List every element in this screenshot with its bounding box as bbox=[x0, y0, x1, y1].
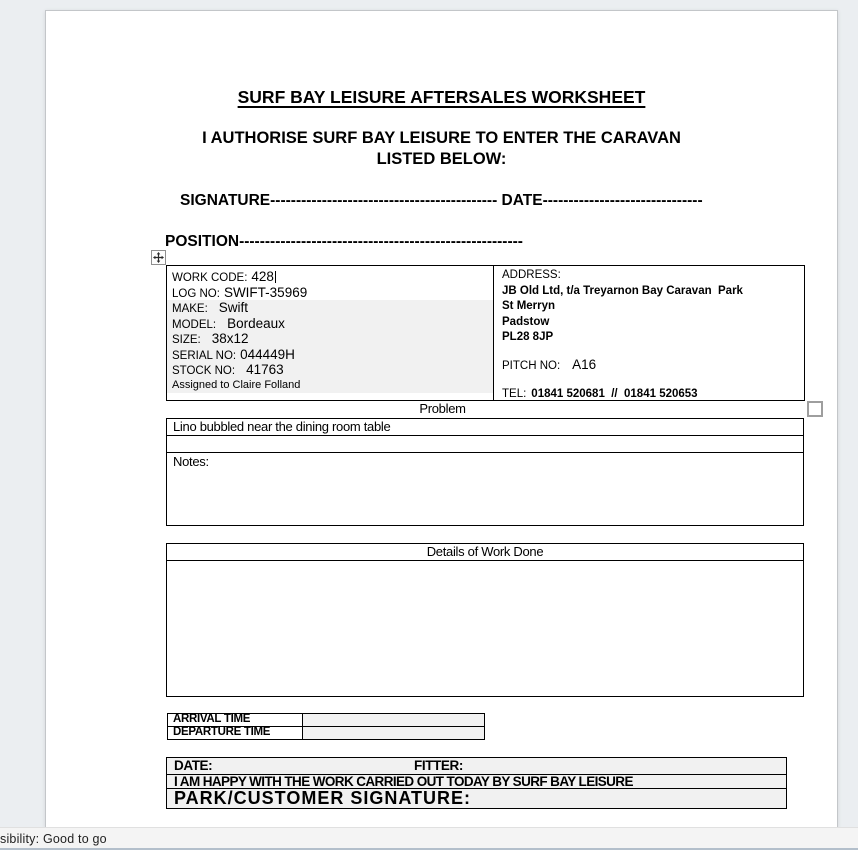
tel-row: TEL: 01841 520681 // 01841 520653 bbox=[502, 387, 698, 400]
address-cell[interactable] bbox=[495, 266, 804, 400]
sign-off-table bbox=[166, 757, 787, 809]
problem-table bbox=[166, 418, 804, 526]
pitch-no-row: PITCH NO: A16 bbox=[502, 356, 597, 372]
address-line: JB Old Ltd, t/a Treyarnon Bay Caravan Park bbox=[502, 284, 743, 297]
fitter-label: FITTER: bbox=[414, 758, 463, 773]
arrival-time-label: ARRIVAL TIME bbox=[168, 714, 303, 726]
document-title: SURF BAY LEISURE AFTERSALES WORKSHEET bbox=[237, 87, 646, 107]
happy-statement-row: I AM HAPPY WITH THE WORK CARRIED OUT TODAY BY SURF BAY LEISURE bbox=[167, 775, 786, 789]
problem-section-header: Problem bbox=[419, 401, 466, 416]
notes-area[interactable] bbox=[167, 453, 803, 524]
date-label: DATE: bbox=[174, 758, 213, 773]
work-code-row[interactable]: WORK CODE: 428 bbox=[172, 269, 274, 284]
date-fitter-row[interactable] bbox=[167, 758, 786, 775]
table-resize-handle-icon[interactable] bbox=[807, 401, 823, 417]
text-cursor bbox=[275, 271, 276, 283]
address-line: St Merryn bbox=[502, 300, 556, 312]
caravan-info-table bbox=[166, 265, 805, 401]
departure-time-label: DEPARTURE TIME bbox=[168, 727, 303, 740]
accessibility-status[interactable]: sibility: Good to go bbox=[0, 832, 107, 846]
address-line: Padstow bbox=[502, 315, 550, 328]
stock-no-row[interactable]: STOCK NO: 41763 bbox=[167, 362, 493, 378]
address-label: ADDRESS: bbox=[502, 269, 561, 281]
problem-entry-text: Lino bubbled near the dining room table bbox=[173, 419, 391, 434]
assigned-note: Assigned to Claire Folland bbox=[167, 378, 493, 394]
work-done-table bbox=[166, 543, 804, 697]
notes-label: Notes: bbox=[173, 454, 209, 469]
status-bar bbox=[0, 827, 858, 848]
make-row[interactable]: MAKE: Swift bbox=[167, 300, 493, 316]
table-move-handle-icon[interactable] bbox=[151, 250, 166, 265]
customer-signature-row[interactable]: PARK/CUSTOMER SIGNATURE: bbox=[174, 788, 472, 808]
departure-time-value-cell[interactable] bbox=[303, 727, 484, 740]
work-done-header: Details of Work Done bbox=[167, 544, 803, 561]
problem-empty-row[interactable] bbox=[167, 436, 803, 453]
authorization-line-2: LISTED BELOW: bbox=[376, 150, 507, 168]
time-table bbox=[167, 713, 485, 740]
caravan-details-cell[interactable] bbox=[167, 266, 494, 400]
arrival-time-row bbox=[168, 714, 484, 727]
size-row[interactable]: SIZE: 38x12 bbox=[167, 331, 493, 347]
model-row[interactable]: MODEL: Bordeaux bbox=[167, 316, 493, 332]
work-done-entry-area[interactable] bbox=[167, 561, 803, 696]
departure-time-row bbox=[168, 727, 484, 740]
arrival-time-value-cell[interactable] bbox=[303, 714, 484, 726]
log-no-row[interactable]: LOG NO: SWIFT-35969 bbox=[172, 284, 308, 300]
problem-entry-row[interactable] bbox=[167, 419, 803, 436]
serial-no-row[interactable]: SERIAL NO: 044449H bbox=[167, 347, 493, 363]
signature-date-line: SIGNATURE-------------------------------------------- DATE------------------------------- bbox=[180, 192, 703, 209]
position-line: POSITION------------------------------------------------------- bbox=[165, 233, 523, 250]
four-way-arrow-icon bbox=[153, 252, 164, 263]
address-line: PL28 8JP bbox=[502, 331, 554, 343]
authorization-line-1: I AUTHORISE SURF BAY LEISURE TO ENTER THE CARAVAN bbox=[202, 129, 681, 147]
